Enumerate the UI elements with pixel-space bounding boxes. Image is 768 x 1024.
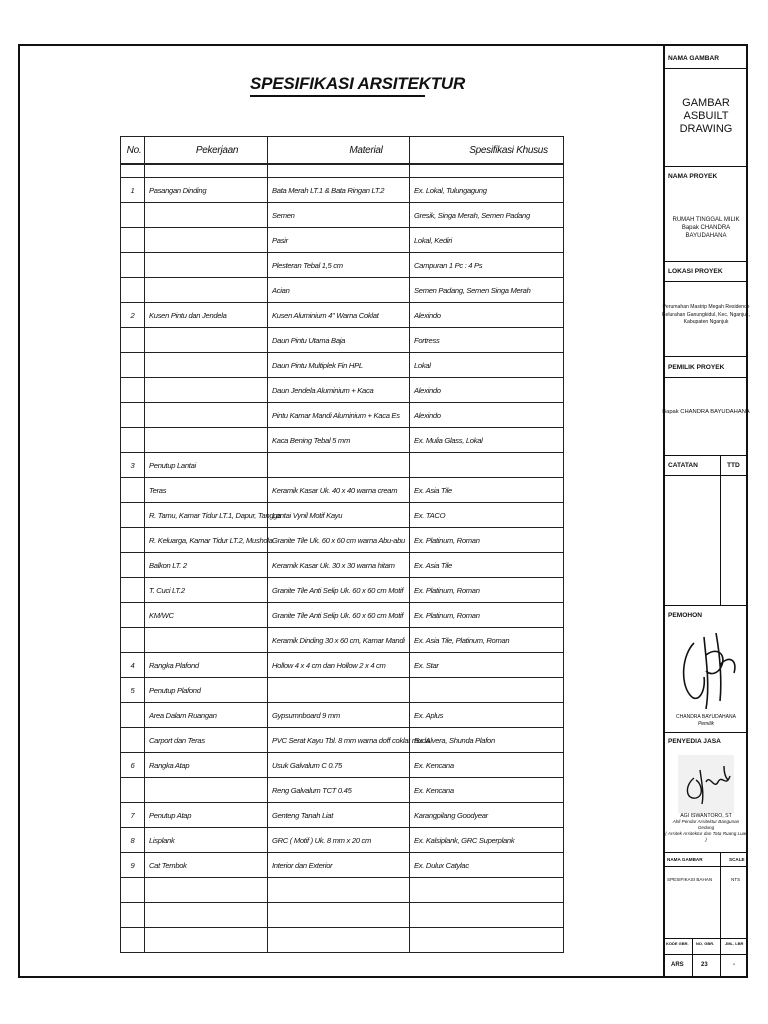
pemohon-signature-block — [664, 714, 748, 727]
no-value: 23 — [701, 962, 708, 968]
table-row — [121, 378, 564, 403]
cell-material: Interior dan Exterior — [268, 853, 410, 878]
cell-spesifikasi: Ex. Asia Tile — [410, 478, 564, 503]
cell-pekerjaan: KM/WC — [145, 603, 268, 628]
table-header-row — [121, 137, 564, 165]
penyedia-signature-block — [664, 813, 748, 843]
cell-no — [121, 903, 145, 928]
cell-material: Keramik Dinding 30 x 60 cm, Kamar Mandi — [268, 628, 410, 653]
cell-pekerjaan: Penutup Lantai — [145, 453, 268, 478]
divider — [664, 356, 748, 357]
cell-no: 5 — [121, 678, 145, 703]
table-row — [121, 728, 564, 753]
cell-pekerjaan — [145, 228, 268, 253]
provider-signature — [680, 760, 734, 808]
cell-material: GRC ( Motif ) Uk. 8 mm x 20 cm — [268, 828, 410, 853]
cell-spesifikasi: Ex. Platinum, Roman — [410, 603, 564, 628]
cell-no — [121, 878, 145, 903]
cell-pekerjaan: Teras — [145, 478, 268, 503]
cell-pekerjaan: Rangka Plafond — [145, 653, 268, 678]
cell-spesifikasi: Lokal, Kediri — [410, 228, 564, 253]
kode-value: ARS — [671, 962, 684, 968]
cell-spesifikasi: Ex. Alvera, Shunda Plafon — [410, 728, 564, 753]
cell-spesifikasi: Campuran 1 Pc : 4 Ps — [410, 253, 564, 278]
cell-no — [121, 728, 145, 753]
nama-proyek-line2: Bapak CHANDRA BAYUDAHANA — [681, 225, 731, 239]
cell-spesifikasi: Ex. Star — [410, 653, 564, 678]
table-row — [121, 503, 564, 528]
cell-no — [121, 628, 145, 653]
table-row — [121, 803, 564, 828]
cell-spesifikasi: Lokal — [410, 353, 564, 378]
table-row — [121, 228, 564, 253]
cell-spesifikasi: Alexindo — [410, 403, 564, 428]
cell-pekerjaan: T. Cuci LT.2 — [145, 578, 268, 603]
cell-material: Keramik Kasar Uk. 30 x 30 warna hitam — [268, 553, 410, 578]
cell-no: 8 — [121, 828, 145, 853]
table-row — [121, 403, 564, 428]
cell-pekerjaan — [145, 253, 268, 278]
cell-material: Granite Tile Anti Selip Uk. 60 x 60 cm Motif — [268, 578, 410, 603]
table-row — [121, 928, 564, 953]
cell-material: Daun Pintu Utama Baja — [268, 328, 410, 353]
cell-no — [121, 378, 145, 403]
divider — [664, 68, 748, 69]
scale-label: SCALE — [729, 857, 745, 862]
catatan-divider — [720, 455, 721, 605]
table-row — [121, 164, 564, 178]
catatan-label: CATATAN — [668, 462, 698, 469]
cell-pekerjaan: Penutup Atap — [145, 803, 268, 828]
cell-spesifikasi — [410, 928, 564, 953]
cell-spesifikasi — [410, 903, 564, 928]
divider — [664, 866, 748, 867]
table-row — [121, 303, 564, 328]
cell-pekerjaan: Rangka Atap — [145, 753, 268, 778]
cell-no — [121, 278, 145, 303]
cell-no — [121, 553, 145, 578]
cell-spesifikasi: Ex. Asia Tile, Platinum, Roman — [410, 628, 564, 653]
cell-pekerjaan: R. Tamu, Kamar Tidur LT.1, Dapur, Tangga — [145, 503, 268, 528]
cell-material: Acian — [268, 278, 410, 303]
cell-no — [121, 928, 145, 953]
header-spesifikasi: Spesifikasi Khusus — [410, 137, 564, 165]
cell-spesifikasi: Gresik, Singa Merah, Semen Padang — [410, 203, 564, 228]
divider — [664, 475, 748, 476]
kode-label: KODE GBR. — [666, 941, 689, 946]
cell-no: 7 — [121, 803, 145, 828]
lokasi-line1: Perumahan Mastrip Megah Residence — [662, 304, 750, 310]
table-row — [121, 453, 564, 478]
cell-spesifikasi: Ex. Asia Tile — [410, 553, 564, 578]
table-row — [121, 653, 564, 678]
cell-pekerjaan: Area Dalam Ruangan — [145, 703, 268, 728]
cell-material: Bata Merah LT.1 & Bata Ringan LT.2 — [268, 178, 410, 203]
cell-material: Daun Pintu Multiplek Fin HPL — [268, 353, 410, 378]
header-no: No. — [121, 137, 145, 165]
cell-no — [121, 778, 145, 803]
table-row — [121, 178, 564, 203]
table-row — [121, 828, 564, 853]
pemohon-name: CHANDRA BAYUDAHANA — [676, 714, 736, 720]
cell-no — [121, 603, 145, 628]
cell-pekerjaan — [145, 903, 268, 928]
cell-spesifikasi: Alexindo — [410, 378, 564, 403]
cell-pekerjaan — [145, 378, 268, 403]
cell-material — [268, 878, 410, 903]
scale-divider — [720, 852, 721, 978]
lokasi-line2: Kelurahan Ganungkidul, Kec. Nganjuk, — [662, 311, 750, 318]
no-label: NO. GBR. — [696, 941, 715, 946]
divider — [664, 377, 748, 378]
jml-label: JML. LBR — [725, 941, 744, 946]
cell-no — [121, 164, 145, 178]
table-row — [121, 578, 564, 603]
cell-pekerjaan — [145, 403, 268, 428]
cell-material — [268, 678, 410, 703]
jml-value: - — [733, 962, 735, 968]
cell-pekerjaan — [145, 353, 268, 378]
cell-pekerjaan: Kusen Pintu dan Jendela — [145, 303, 268, 328]
cell-no — [121, 478, 145, 503]
cell-pekerjaan — [145, 878, 268, 903]
nama-proyek-value — [664, 216, 748, 240]
cell-spesifikasi: Fortress — [410, 328, 564, 353]
cell-spesifikasi: Ex. Mulia Glass, Lokal — [410, 428, 564, 453]
table-row — [121, 628, 564, 653]
divider — [664, 605, 748, 606]
cell-no: 4 — [121, 653, 145, 678]
cell-pekerjaan — [145, 628, 268, 653]
nama-gambar-line2: ASBUILT DRAWING — [679, 110, 733, 135]
table-row — [121, 603, 564, 628]
nama-proyek-line1: RUMAH TINGGAL MILIK — [672, 217, 740, 223]
cell-no: 3 — [121, 453, 145, 478]
specification-table — [120, 136, 564, 953]
cell-no — [121, 578, 145, 603]
cell-spesifikasi: Ex. Kalsiplank, GRC Superplank — [410, 828, 564, 853]
divider — [664, 455, 748, 456]
penyedia-label: PENYEDIA JASA — [668, 738, 721, 745]
divider — [664, 852, 748, 853]
table-row — [121, 328, 564, 353]
cell-material: Gypsumnboard 9 mm — [268, 703, 410, 728]
cell-no — [121, 703, 145, 728]
cell-spesifikasi: Karangpilang Goodyear — [410, 803, 564, 828]
cell-material: PVC Serat Kayu Tbl. 8 mm warna doff coklat muda — [268, 728, 410, 753]
table-row — [121, 428, 564, 453]
cell-material: Granite Tile Uk. 60 x 60 cm warna Abu-abu — [268, 528, 410, 553]
cell-spesifikasi — [410, 678, 564, 703]
table-row — [121, 353, 564, 378]
cell-material: Daun Jendela Aluminium + Kaca — [268, 378, 410, 403]
pemilik-value: Bapak CHANDRA BAYUDAHANA — [662, 409, 750, 415]
cell-material: Usuk Galvalum C 0.75 — [268, 753, 410, 778]
ttd-label: TTD — [727, 462, 740, 469]
divider — [664, 732, 748, 733]
table-row — [121, 853, 564, 878]
divider — [664, 954, 748, 955]
cell-spesifikasi: Ex. Aplus — [410, 703, 564, 728]
penyedia-name: AGI ISWANTORO, ST — [680, 813, 732, 819]
cell-material — [268, 164, 410, 178]
divider — [664, 166, 748, 167]
cell-no: 9 — [121, 853, 145, 878]
sheet-name: SPESIFIKASI BAHAN — [667, 877, 713, 882]
table-row — [121, 478, 564, 503]
lokasi-line3: Kabupaten Nganjuk — [683, 319, 729, 325]
cell-spesifikasi: Ex. Platinum, Roman — [410, 528, 564, 553]
cell-pekerjaan: Penutup Plafond — [145, 678, 268, 703]
cell-material: Granite Tile Anti Selip Uk. 60 x 60 cm Motif — [268, 603, 410, 628]
cell-pekerjaan: R. Keluarga, Kamar Tidur LT.2, Mushola — [145, 528, 268, 553]
cell-no — [121, 428, 145, 453]
cell-material: Lantai Vynil Motif Kayu — [268, 503, 410, 528]
cell-pekerjaan — [145, 428, 268, 453]
cell-pekerjaan — [145, 328, 268, 353]
owner-signature — [676, 625, 744, 713]
cell-spesifikasi: Ex. Dulux Catylac — [410, 853, 564, 878]
table-row — [121, 278, 564, 303]
cell-pekerjaan: Lisplank — [145, 828, 268, 853]
cell-material — [268, 453, 410, 478]
nama-gambar-line1: GAMBAR — [682, 97, 730, 109]
nama-gambar-2-label: NAMA GAMBAR — [667, 857, 703, 862]
pemohon-label: PEMOHON — [668, 612, 703, 619]
cell-no: 1 — [121, 178, 145, 203]
cell-material: Plesteran Tebal 1,5 cm — [268, 253, 410, 278]
cell-pekerjaan — [145, 278, 268, 303]
cell-material — [268, 903, 410, 928]
kode-divider — [692, 938, 693, 978]
cell-material: Keramik Kasar Uk. 40 x 40 warna cream — [268, 478, 410, 503]
cell-material: Kusen Aluminium 4" Warna Coklat — [268, 303, 410, 328]
table-row — [121, 878, 564, 903]
cell-spesifikasi: Alexindo — [410, 303, 564, 328]
cell-material: Reng Galvalum TCT 0.45 — [268, 778, 410, 803]
header-pekerjaan: Pekerjaan — [145, 137, 268, 165]
cell-pekerjaan — [145, 928, 268, 953]
cell-spesifikasi — [410, 453, 564, 478]
cell-material: Semen — [268, 203, 410, 228]
pemilik-label: PEMILIK PROYEK — [668, 364, 725, 371]
nama-proyek-label: NAMA PROYEK — [668, 173, 718, 180]
cell-pekerjaan: Balkon LT. 2 — [145, 553, 268, 578]
cell-no — [121, 528, 145, 553]
lokasi-label: LOKASI PROYEK — [668, 268, 723, 275]
table-row — [121, 703, 564, 728]
cell-pekerjaan: Pasangan Dinding — [145, 178, 268, 203]
cell-no — [121, 328, 145, 353]
scale-value: NTS — [731, 877, 741, 882]
cell-spesifikasi — [410, 878, 564, 903]
header-material: Material — [268, 137, 410, 165]
cell-pekerjaan — [145, 203, 268, 228]
cell-pekerjaan — [145, 164, 268, 178]
lokasi-value — [662, 304, 750, 327]
divider — [664, 281, 748, 282]
cell-spesifikasi: Ex. Kencana — [410, 753, 564, 778]
cell-spesifikasi: Semen Padang, Semen Singa Merah — [410, 278, 564, 303]
cell-spesifikasi: Ex. TACO — [410, 503, 564, 528]
table-row — [121, 253, 564, 278]
table-row — [121, 203, 564, 228]
cell-no — [121, 203, 145, 228]
nama-gambar-value — [664, 97, 748, 136]
cell-pekerjaan: Carport dan Teras — [145, 728, 268, 753]
cell-no — [121, 228, 145, 253]
pemohon-role: Pemilik — [697, 720, 715, 727]
cell-no — [121, 503, 145, 528]
cell-spesifikasi: Ex. Lokal, Tulungagung — [410, 178, 564, 203]
table-row — [121, 778, 564, 803]
cell-material: Pintu Kamar Mandi Aluminium + Kaca Es — [268, 403, 410, 428]
divider — [664, 938, 748, 939]
penyedia-line1: Ahli Pendar Arsitektur Bangunan Gedung — [672, 819, 740, 830]
cell-material — [268, 928, 410, 953]
cell-material: Pasir — [268, 228, 410, 253]
cell-no: 2 — [121, 303, 145, 328]
cell-spesifikasi: Ex. Kencana — [410, 778, 564, 803]
cell-no: 6 — [121, 753, 145, 778]
table-row — [121, 553, 564, 578]
penyedia-line2: ( Arsitek Arsitektur dan Tata Ruang Luar ) — [665, 831, 747, 842]
cell-material: Genteng Tanah Liat — [268, 803, 410, 828]
nama-gambar-label: NAMA GAMBAR — [668, 55, 720, 62]
table-row — [121, 678, 564, 703]
cell-spesifikasi — [410, 164, 564, 178]
cell-spesifikasi: Ex. Platinum, Roman — [410, 578, 564, 603]
table-row — [121, 528, 564, 553]
cell-no — [121, 353, 145, 378]
cell-material: Kaca Bening Tebal 5 mm — [268, 428, 410, 453]
cell-no — [121, 403, 145, 428]
divider — [664, 261, 748, 262]
table-row — [121, 903, 564, 928]
cell-no — [121, 253, 145, 278]
page-title: SPESIFIKASI ARSITEKTUR — [250, 74, 425, 97]
cell-pekerjaan — [145, 778, 268, 803]
cell-pekerjaan: Cat Tembok — [145, 853, 268, 878]
table-row — [121, 753, 564, 778]
cell-material: Hollow 4 x 4 cm dan Hollow 2 x 4 cm — [268, 653, 410, 678]
